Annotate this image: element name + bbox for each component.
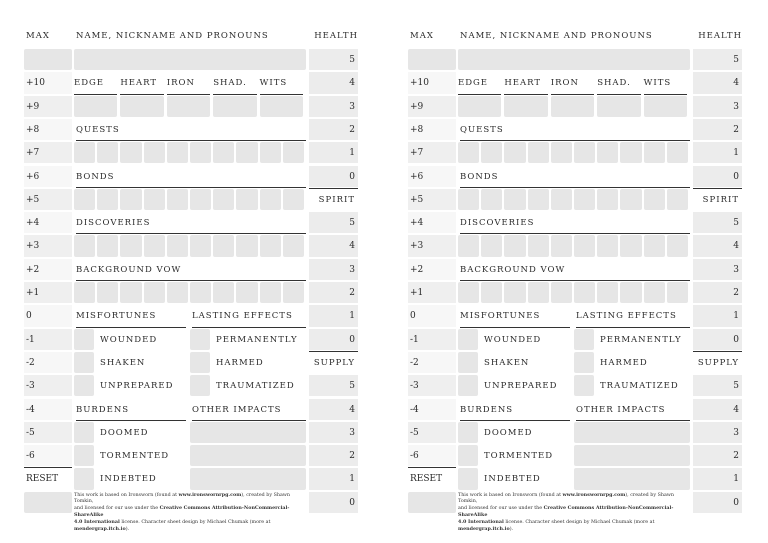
progress-box[interactable] <box>120 142 141 163</box>
health-value[interactable]: 5 <box>309 49 358 70</box>
progress-box[interactable] <box>167 189 188 210</box>
misfortune-checkbox[interactable] <box>74 329 94 350</box>
progress-box[interactable] <box>644 189 665 210</box>
progress-box[interactable] <box>574 189 595 210</box>
max-track-cell[interactable]: -5 <box>24 422 72 443</box>
burden-item: DOOMED <box>484 427 533 438</box>
stat-box-heart[interactable] <box>504 96 547 117</box>
lasting-effect-item: PERMANENTLY <box>216 334 298 345</box>
progress-box[interactable] <box>120 282 141 303</box>
progress-box[interactable] <box>260 282 281 303</box>
footer-text: mendergrap.itch.io <box>74 525 126 532</box>
health-value[interactable]: 1 <box>693 142 742 163</box>
stat-box-edge[interactable] <box>458 96 501 117</box>
footer-text: Creative Commons Attribution-NonCommercial-ShareAlike <box>458 504 674 518</box>
supply-value[interactable]: 2 <box>309 445 358 466</box>
burden-checkbox[interactable] <box>458 468 478 489</box>
other-impacts-title: OTHER IMPACTS <box>192 398 306 421</box>
name-field[interactable] <box>458 49 690 70</box>
reset-label: RESET <box>408 467 456 490</box>
stat-label-heart: HEART <box>504 71 547 94</box>
progress-box[interactable] <box>144 142 165 163</box>
footer-text: and licensed for our use under the <box>74 505 160 511</box>
burdens-title: BURDENS <box>76 398 186 421</box>
max-track-cell[interactable]: -6 <box>24 445 72 466</box>
progress-box[interactable] <box>74 235 95 256</box>
progress-box[interactable] <box>190 235 211 256</box>
progress-box[interactable] <box>236 189 257 210</box>
lasting-effect-item: PERMANENTLY <box>600 334 682 345</box>
progress-box[interactable] <box>597 189 618 210</box>
footer-text: ). <box>125 526 130 532</box>
footer-text: license. Character sheet design by Michael Chumak (more at <box>503 519 655 525</box>
spirit-value[interactable]: 5 <box>693 212 742 233</box>
footer-text: 4.0 International <box>74 518 120 525</box>
health-value[interactable]: 2 <box>693 119 742 140</box>
progress-box[interactable] <box>504 142 525 163</box>
stat-label-wits: WITS <box>260 71 303 94</box>
other-impact-field[interactable] <box>190 445 306 466</box>
burden-checkbox[interactable] <box>74 468 94 489</box>
burden-item: INDEBTED <box>484 474 541 485</box>
progress-box[interactable] <box>74 282 95 303</box>
license-footer <box>74 491 310 532</box>
stat-box-iron[interactable] <box>551 96 594 117</box>
supply-label: SUPPLY <box>309 351 358 374</box>
progress-box[interactable] <box>260 142 281 163</box>
burdens-title: BURDENS <box>460 398 570 421</box>
max-track-cell[interactable]: +9 <box>408 96 456 117</box>
footer-text: and licensed for our use under the <box>458 505 544 511</box>
max-track-cell[interactable]: -4 <box>408 399 456 420</box>
stat-box-edge[interactable] <box>74 96 117 117</box>
reset-label: RESET <box>24 467 72 490</box>
stat-label-edge: EDGE <box>458 71 501 94</box>
progress-box[interactable] <box>551 282 572 303</box>
progress-box[interactable] <box>167 235 188 256</box>
progress-box[interactable] <box>283 282 304 303</box>
progress-box[interactable] <box>213 282 234 303</box>
max-header: MAX <box>26 31 50 41</box>
lasting-effects-title: LASTING EFFECTS <box>192 304 306 327</box>
footer-text: www.ironswornrpg.com <box>178 491 242 498</box>
progress-box[interactable] <box>644 235 665 256</box>
max-track-cell[interactable]: -1 <box>24 329 72 350</box>
lasting-effect-item: TRAUMATIZED <box>600 381 679 392</box>
stat-label-iron: IRON <box>551 71 594 94</box>
spirit-value[interactable]: 2 <box>309 282 358 303</box>
progress-box[interactable] <box>504 282 525 303</box>
progress-box[interactable] <box>481 235 502 256</box>
health-value[interactable]: 4 <box>693 72 742 93</box>
progress-box[interactable] <box>283 189 304 210</box>
progress-box[interactable] <box>213 142 234 163</box>
spirit-value[interactable]: 1 <box>693 305 742 326</box>
misfortune-item: WOUNDED <box>484 334 542 345</box>
burden-item: TORMENTED <box>100 451 170 462</box>
progress-box[interactable] <box>283 142 304 163</box>
progress-box[interactable] <box>97 142 118 163</box>
progress-box[interactable] <box>528 235 549 256</box>
max-track-cell[interactable]: -1 <box>408 329 456 350</box>
background-vow-title: BACKGROUND VOW <box>460 258 690 281</box>
license-footer <box>458 491 694 532</box>
max-track-cell[interactable]: +1 <box>408 282 456 303</box>
progress-box[interactable] <box>236 282 257 303</box>
spirit-value[interactable]: 4 <box>693 235 742 256</box>
progress-box[interactable] <box>213 189 234 210</box>
supply-value[interactable]: 0 <box>693 492 742 513</box>
footer-text: ), created by Shawn Tomkin, <box>74 492 290 504</box>
health-value[interactable]: 1 <box>309 142 358 163</box>
spirit-value[interactable]: 2 <box>693 282 742 303</box>
max-track-cell[interactable]: 0 <box>408 305 456 326</box>
progress-box[interactable] <box>667 282 688 303</box>
character-sheet-left <box>24 24 360 532</box>
footer-text: This work is based on Ironsworn (found at <box>458 492 563 498</box>
progress-box[interactable] <box>458 189 479 210</box>
reset-box[interactable] <box>24 492 72 513</box>
stat-box-iron[interactable] <box>167 96 210 117</box>
max-track-cell[interactable]: +3 <box>24 235 72 256</box>
burden-checkbox[interactable] <box>458 445 478 466</box>
progress-box[interactable] <box>190 189 211 210</box>
max-track-cell[interactable]: +5 <box>408 189 456 210</box>
progress-box[interactable] <box>97 282 118 303</box>
background-vow-title: BACKGROUND VOW <box>76 258 306 281</box>
stat-label-shad: SHAD. <box>597 71 640 94</box>
max-track-cell[interactable]: +8 <box>24 119 72 140</box>
progress-box[interactable] <box>620 282 641 303</box>
max-track-cell[interactable]: +6 <box>24 166 72 187</box>
misfortune-item: UNPREPARED <box>484 381 558 392</box>
max-track-cell[interactable]: -2 <box>24 352 72 373</box>
progress-box[interactable] <box>574 235 595 256</box>
max-track-cell[interactable]: -6 <box>408 445 456 466</box>
progress-box[interactable] <box>74 142 95 163</box>
stat-label-heart: HEART <box>120 71 163 94</box>
progress-box[interactable] <box>260 189 281 210</box>
spirit-value[interactable]: 1 <box>309 305 358 326</box>
progress-box[interactable] <box>644 142 665 163</box>
quests-title: QUESTS <box>460 118 690 141</box>
max-track-cell[interactable]: +7 <box>408 142 456 163</box>
misfortune-checkbox[interactable] <box>458 329 478 350</box>
progress-box[interactable] <box>144 189 165 210</box>
burden-checkbox[interactable] <box>74 445 94 466</box>
progress-box[interactable] <box>120 189 141 210</box>
health-value[interactable]: 4 <box>309 72 358 93</box>
max-blank-cell <box>24 49 72 70</box>
misfortune-item: WOUNDED <box>100 334 158 345</box>
supply-value[interactable]: 3 <box>693 422 742 443</box>
health-header: HEALTH <box>698 31 742 41</box>
misfortune-checkbox[interactable] <box>458 375 478 396</box>
progress-box[interactable] <box>190 142 211 163</box>
other-impact-field[interactable] <box>574 468 690 489</box>
lasting-effect-item: TRAUMATIZED <box>216 381 295 392</box>
stat-label-wits: WITS <box>644 71 687 94</box>
lasting-effect-checkbox[interactable] <box>574 329 594 350</box>
other-impact-field[interactable] <box>574 422 690 443</box>
progress-box[interactable] <box>144 235 165 256</box>
max-track-cell[interactable]: +4 <box>24 212 72 233</box>
progress-box[interactable] <box>120 235 141 256</box>
footer-text: This work is based on Ironsworn (found at <box>74 492 179 498</box>
progress-box[interactable] <box>667 142 688 163</box>
spirit-label: SPIRIT <box>309 188 358 211</box>
max-track-cell[interactable]: -5 <box>408 422 456 443</box>
other-impact-field[interactable] <box>190 468 306 489</box>
footer-text: Creative Commons Attribution-NonCommercial-ShareAlike <box>74 504 290 518</box>
progress-box[interactable] <box>283 235 304 256</box>
spirit-label: SPIRIT <box>693 188 742 211</box>
spirit-value[interactable]: 0 <box>693 329 742 350</box>
progress-box[interactable] <box>481 282 502 303</box>
lasting-effect-checkbox[interactable] <box>574 352 594 373</box>
max-track-cell[interactable]: +2 <box>408 259 456 280</box>
name-field[interactable] <box>74 49 306 70</box>
footer-text: ). <box>509 526 514 532</box>
progress-box[interactable] <box>597 142 618 163</box>
lasting-effect-checkbox[interactable] <box>190 352 210 373</box>
burden-item: INDEBTED <box>100 474 157 485</box>
supply-value[interactable]: 5 <box>309 375 358 396</box>
max-track-cell[interactable]: -4 <box>24 399 72 420</box>
lasting-effects-title: LASTING EFFECTS <box>576 304 690 327</box>
progress-box[interactable] <box>504 235 525 256</box>
discoveries-title: DISCOVERIES <box>460 211 690 234</box>
progress-box[interactable] <box>260 235 281 256</box>
spirit-value[interactable]: 4 <box>309 235 358 256</box>
max-track-cell[interactable]: +3 <box>408 235 456 256</box>
misfortune-item: UNPREPARED <box>100 381 174 392</box>
max-track-cell[interactable]: +10 <box>408 72 456 93</box>
spirit-value[interactable]: 0 <box>309 329 358 350</box>
health-value[interactable]: 3 <box>693 96 742 117</box>
reset-box[interactable] <box>408 492 456 513</box>
lasting-effect-checkbox[interactable] <box>190 375 210 396</box>
supply-value[interactable]: 3 <box>309 422 358 443</box>
stat-box-heart[interactable] <box>120 96 163 117</box>
max-track-cell[interactable]: +1 <box>24 282 72 303</box>
max-track-cell[interactable]: +8 <box>408 119 456 140</box>
progress-box[interactable] <box>504 189 525 210</box>
progress-box[interactable] <box>551 142 572 163</box>
health-value[interactable]: 0 <box>693 166 742 187</box>
max-track-cell[interactable]: +2 <box>24 259 72 280</box>
footer-text: www.ironswornrpg.com <box>562 491 626 498</box>
burden-checkbox[interactable] <box>458 422 478 443</box>
misfortunes-title: MISFORTUNES <box>460 304 570 327</box>
progress-box[interactable] <box>74 189 95 210</box>
progress-box[interactable] <box>481 189 502 210</box>
misfortunes-title: MISFORTUNES <box>76 304 186 327</box>
name-header: NAME, NICKNAME AND PRONOUNS <box>460 31 653 41</box>
burden-item: TORMENTED <box>484 451 554 462</box>
progress-box[interactable] <box>574 142 595 163</box>
misfortune-item: SHAKEN <box>484 357 530 368</box>
bonds-title: BONDS <box>460 165 690 188</box>
progress-box[interactable] <box>597 282 618 303</box>
supply-value[interactable]: 1 <box>309 468 358 489</box>
stat-label-edge: EDGE <box>74 71 117 94</box>
progress-box[interactable] <box>551 235 572 256</box>
supply-label: SUPPLY <box>693 351 742 374</box>
progress-box[interactable] <box>458 282 479 303</box>
progress-box[interactable] <box>167 282 188 303</box>
lasting-effect-checkbox[interactable] <box>190 329 210 350</box>
misfortune-checkbox[interactable] <box>458 352 478 373</box>
health-header: HEALTH <box>314 31 358 41</box>
progress-box[interactable] <box>528 282 549 303</box>
other-impact-field[interactable] <box>574 445 690 466</box>
lasting-effect-item: HARMED <box>216 357 264 368</box>
progress-box[interactable] <box>144 282 165 303</box>
misfortune-item: SHAKEN <box>100 357 146 368</box>
spirit-value[interactable]: 3 <box>309 259 358 280</box>
misfortune-checkbox[interactable] <box>74 352 94 373</box>
progress-box[interactable] <box>190 282 211 303</box>
progress-box[interactable] <box>620 189 641 210</box>
max-track-cell[interactable]: -3 <box>408 375 456 396</box>
progress-box[interactable] <box>620 235 641 256</box>
supply-value[interactable]: 1 <box>693 468 742 489</box>
progress-box[interactable] <box>213 235 234 256</box>
progress-box[interactable] <box>667 235 688 256</box>
lasting-effect-checkbox[interactable] <box>574 375 594 396</box>
max-track-cell[interactable]: +9 <box>24 96 72 117</box>
footer-text: 4.0 International <box>458 518 504 525</box>
progress-box[interactable] <box>597 235 618 256</box>
progress-box[interactable] <box>236 235 257 256</box>
health-value[interactable]: 3 <box>309 96 358 117</box>
burden-checkbox[interactable] <box>74 422 94 443</box>
supply-value[interactable]: 2 <box>693 445 742 466</box>
progress-box[interactable] <box>97 189 118 210</box>
footer-text: ), created by Shawn Tomkin, <box>458 492 674 504</box>
progress-box[interactable] <box>574 282 595 303</box>
health-value[interactable]: 0 <box>309 166 358 187</box>
spirit-value[interactable]: 3 <box>693 259 742 280</box>
max-track-cell[interactable]: +5 <box>24 189 72 210</box>
max-track-cell[interactable]: +10 <box>24 72 72 93</box>
max-track-cell[interactable]: -2 <box>408 352 456 373</box>
health-value[interactable]: 5 <box>693 49 742 70</box>
burden-item: DOOMED <box>100 427 149 438</box>
stat-box-wits[interactable] <box>644 96 687 117</box>
progress-box[interactable] <box>528 189 549 210</box>
spirit-value[interactable]: 5 <box>309 212 358 233</box>
progress-box[interactable] <box>667 189 688 210</box>
progress-box[interactable] <box>458 235 479 256</box>
health-value[interactable]: 2 <box>309 119 358 140</box>
footer-text: mendergrap.itch.io <box>458 525 510 532</box>
max-track-cell[interactable]: +7 <box>24 142 72 163</box>
progress-box[interactable] <box>528 142 549 163</box>
progress-box[interactable] <box>481 142 502 163</box>
progress-box[interactable] <box>236 142 257 163</box>
stat-box-wits[interactable] <box>260 96 303 117</box>
supply-value[interactable]: 4 <box>309 399 358 420</box>
progress-box[interactable] <box>167 142 188 163</box>
max-track-cell[interactable]: -3 <box>24 375 72 396</box>
max-header: MAX <box>410 31 434 41</box>
footer-text: license. Character sheet design by Michael Chumak (more at <box>119 519 271 525</box>
stat-label-shad: SHAD. <box>213 71 256 94</box>
supply-value[interactable]: 4 <box>693 399 742 420</box>
max-track-cell[interactable]: +6 <box>408 166 456 187</box>
progress-box[interactable] <box>458 142 479 163</box>
max-blank-cell <box>408 49 456 70</box>
lasting-effect-item: HARMED <box>600 357 648 368</box>
quests-title: QUESTS <box>76 118 306 141</box>
progress-box[interactable] <box>644 282 665 303</box>
max-track-cell[interactable]: +4 <box>408 212 456 233</box>
progress-box[interactable] <box>620 142 641 163</box>
other-impact-field[interactable] <box>190 422 306 443</box>
misfortune-checkbox[interactable] <box>74 375 94 396</box>
bonds-title: BONDS <box>76 165 306 188</box>
stat-box-shad[interactable] <box>213 96 256 117</box>
character-sheet-right <box>408 24 744 532</box>
progress-box[interactable] <box>551 189 572 210</box>
stat-box-shad[interactable] <box>597 96 640 117</box>
stat-label-iron: IRON <box>167 71 210 94</box>
supply-value[interactable]: 0 <box>309 492 358 513</box>
progress-box[interactable] <box>97 235 118 256</box>
discoveries-title: DISCOVERIES <box>76 211 306 234</box>
supply-value[interactable]: 5 <box>693 375 742 396</box>
max-track-cell[interactable]: 0 <box>24 305 72 326</box>
name-header: NAME, NICKNAME AND PRONOUNS <box>76 31 269 41</box>
other-impacts-title: OTHER IMPACTS <box>576 398 690 421</box>
